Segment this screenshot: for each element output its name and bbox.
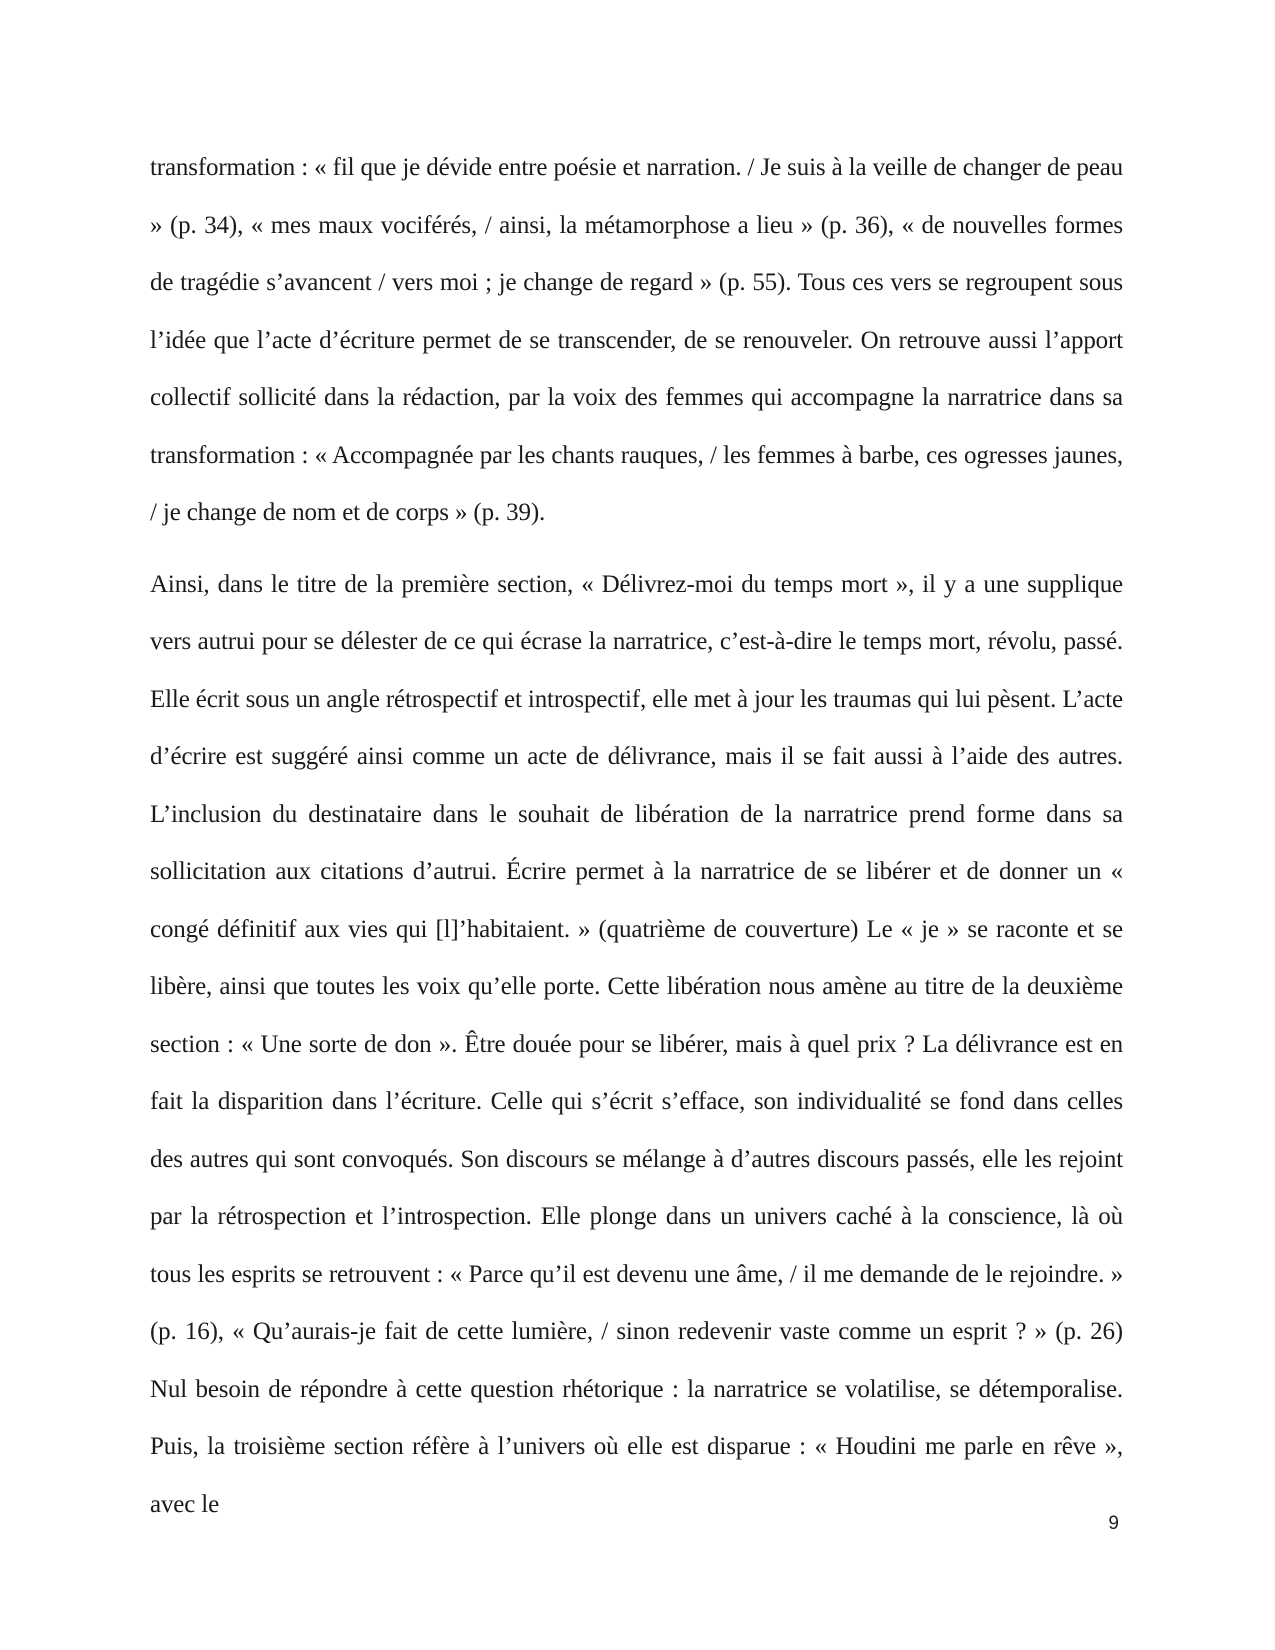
paragraph-2: Ainsi, dans le titre de la première section, « Délivrez-moi du temps mort », il y a une supplique vers autrui pour se délester de ce qui écrase la narratrice, c’est-à-dire le temps mort, révolu, passé. Elle écrit sous un angle rétrospectif et introspectif, elle met à jour les traumas qui lui pèsent. L’acte d’écrire est suggéré ainsi comme un acte de délivrance, mais il se fait aussi à l’aide des autres. L’inclusion du destinataire dans le souhait de libération de la narratrice prend forme dans sa sollicitation aux citations d’autrui. Écrire permet à la narratrice de se libérer et de donner un « congé définitif aux vies qui [l]’habitaient. » (quatrième de couverture) Le « je » se raconte et se libère, ainsi que toutes les voix qu’elle porte. Cette libération nous amène au titre de la deuxième section : « Une sorte de don ». Être douée pour se libérer, mais à quel prix ? La délivrance est en fait la disparition dans l’écriture. Celle qui s’écrit s’efface, son individualité se fond dans celles des autres qui sont convoqués. Son discours se mélange à d’autres discours passés, elle les rejoint par la rétrospection et l’introspection. Elle plonge dans un univers caché à la conscience, là où tous les esprits se retrouvent : « Parce qu’il est devenu une âme, / il me demande de le rejoindre. » (p. 16), « Qu’aurais-je fait de cette lumière, / sinon redevenir vaste comme un esprit ? » (p. 26) Nul besoin de répondre à cette question rhétorique : la narratrice se volatilise, se détemporalise. Puis, la troisième section réfère à l’univers où elle est disparue : « Houdini me parle en rêve », avec le — [150, 570, 1123, 1518]
body-text — [150, 139, 1123, 1533]
page-number: 9 — [1108, 1513, 1119, 1534]
paragraph-1: transformation : « fil que je dévide entre poésie et narration. / Je suis à la veille de changer de peau » (p. 34), « mes maux vociférés, / ainsi, la métamorphose a lieu » (p. 36), « de nouvelles formes de tragédie s’avancent / vers moi ; je change de regard » (p. 55). Tous ces vers se regroupent sous l’idée que l’acte d’écriture permet de se transcender, de se renouveler. On retrouve aussi l’apport collectif sollicité dans la rédaction, par la voix des femmes qui accompagne la narratrice dans sa transformation : « Accompagnée par les chants rauques, / les femmes à barbe, ces ogresses jaunes, / je change de nom et de corps » (p. 39). — [150, 154, 1123, 526]
